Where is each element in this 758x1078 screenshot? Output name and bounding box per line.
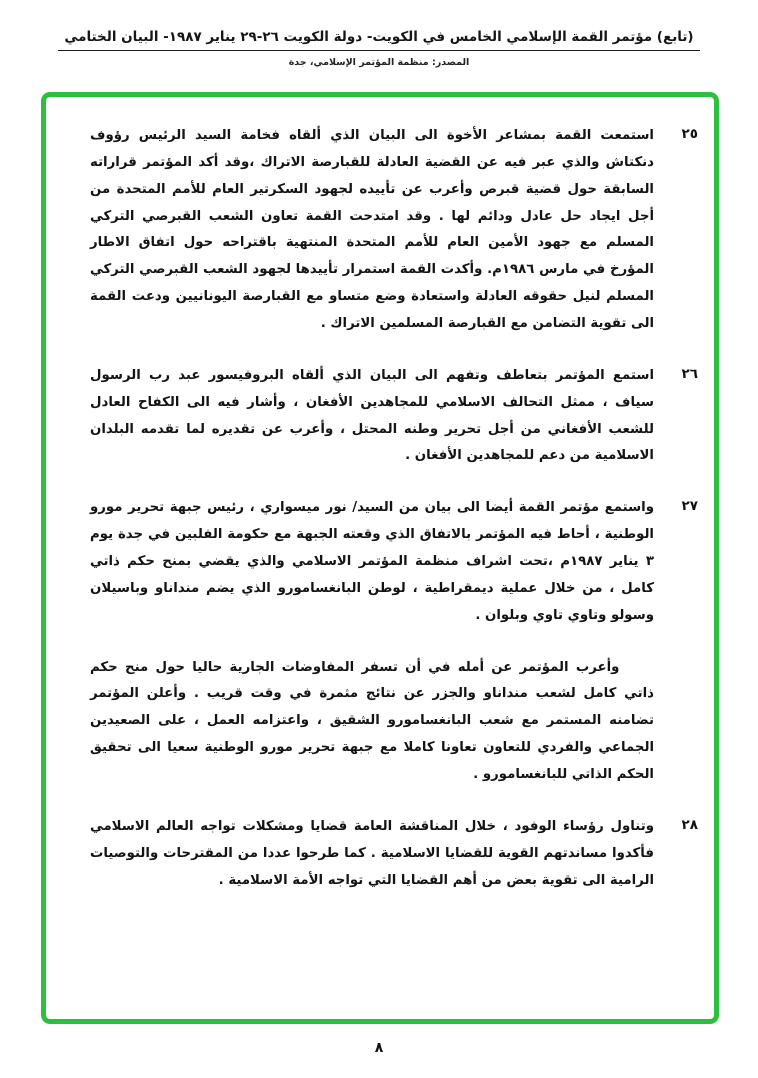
document-header [0, 26, 758, 68]
paragraph-text: استمع المؤتمر بتعاطف وتفهم الى البيان الذي ألقاه البروفيسور عبد رب الرسول سياف ، ممثل التحالف الاسلامي للمجاهدين الأفغان ، وأشار فيه الى الكفاح العادل للشعب الأفغاني من أجل تحرير وطنه المحتل ، وأعرب عن تقديره لما تقدمه البلدان الاسلامية من دعم للمجاهدين الأفغان . [90, 367, 654, 464]
paragraph-number [654, 655, 702, 789]
paragraph-text: استمعت القمة بمشاعر الأخوة الى البيان الذي ألقاه فخامة السيد الرئيس رؤوف دنكتاش والذي عبر فيه عن القضية العادلة للقبارصة الاتراك ،وقد أكد المؤتمر قراراته السابقة حول قضية قبرص وأعرب عن تأييده لجهود السكرتير العام للأمم المتحدة من أجل ايجاد حل عادل ودائم لها . وقد امتدحت القمة تعاون الشعب القبرصي التركي المسلم مع جهود الأمين العام للأمم المتحدة المنتهية باقتراحه حول اتفاق الاطار المؤرخ في مارس ١٩٨٦م. وأكدت القمة استمرار تأييدها لجهود الشعب القبرصي التركي المسلم لنيل حقوقه العادلة واستعادة وضع متساو مع القبارصة اليونانيين ودعت القمة الى تقوية التضامن مع القبارصة المسلمين الاتراك . [90, 128, 654, 332]
paragraph-text: وأعرب المؤتمر عن أمله في أن تسفر المفاوضات الجارية حاليا حول منح حكم ذاتي كامل لشعب منداناو والجزر عن نتائج مثمرة في وقت قريب . وأعلن المؤتمر تضامنه المستمر مع شعب البانغسامورو الشقيق ، واعتزامه العمل ، على الصعيدين الجماعي والفردي للتعاون تعاونا كاملا مع جبهة تحرير مورو الوطنية سعيا الى تحقيق الحكم الذاتي للبانغسامورو . [90, 659, 654, 783]
document-title: (تابع) مؤتمر القمة الإسلامي الخامس في الكويت- دولة الكويت ٢٦-٢٩ يناير ١٩٨٧- البيان الختامي [58, 29, 699, 51]
paragraph-text: واستمع مؤتمر القمة أيضا الى بيان من السيد/ نور ميسواري ، رئيس جبهة تحرير مورو الوطنية ، أحاط فيه المؤتمر بالاتفاق الذي وقعته الجبهة مع حكومة الفلبين في جدة يوم ٣ يناير ١٩٨٧م ،تحت اشراف منظمة المؤتمر الاسلامي والذي يقضي بمنح حكم ذاتي كامل ، من خلال عملية ديمقراطية ، لوطن البانغسامورو الذي يضم منداناو وباسيلان وسولو وتاوي تاوي وبلوان . [90, 500, 655, 623]
paragraph-25 [76, 123, 702, 338]
paragraph-28 [76, 814, 702, 895]
paragraph-number: ٢٥ [681, 126, 698, 142]
document-body [76, 123, 702, 1005]
paragraph-number: ٢٨ [681, 816, 698, 833]
paragraph-26 [76, 363, 702, 470]
paragraph-number: ٢٦ [681, 365, 698, 382]
paragraph-27 [76, 495, 702, 629]
page-number: ٨ [374, 1040, 384, 1056]
paragraph-number: ٢٧ [681, 498, 698, 515]
paragraph-text: وتناول رؤساء الوفود ، خلال المناقشة العامة قضايا ومشكلات تواجه العالم الاسلامي فأكدوا مساندتهم القوية للقضايا الاسلامية . كما طرحوا عددا من المقترحات والتوصيات الرامية الى تقوية بعض من أهم القضايا التي تواجه الأمة الاسلامية . [90, 818, 654, 888]
document-source: المصدر: منظمة المؤتمر الإسلامي، جدة [288, 57, 470, 68]
annotation-box [41, 92, 719, 1024]
paragraph-27-continuation [76, 655, 702, 789]
